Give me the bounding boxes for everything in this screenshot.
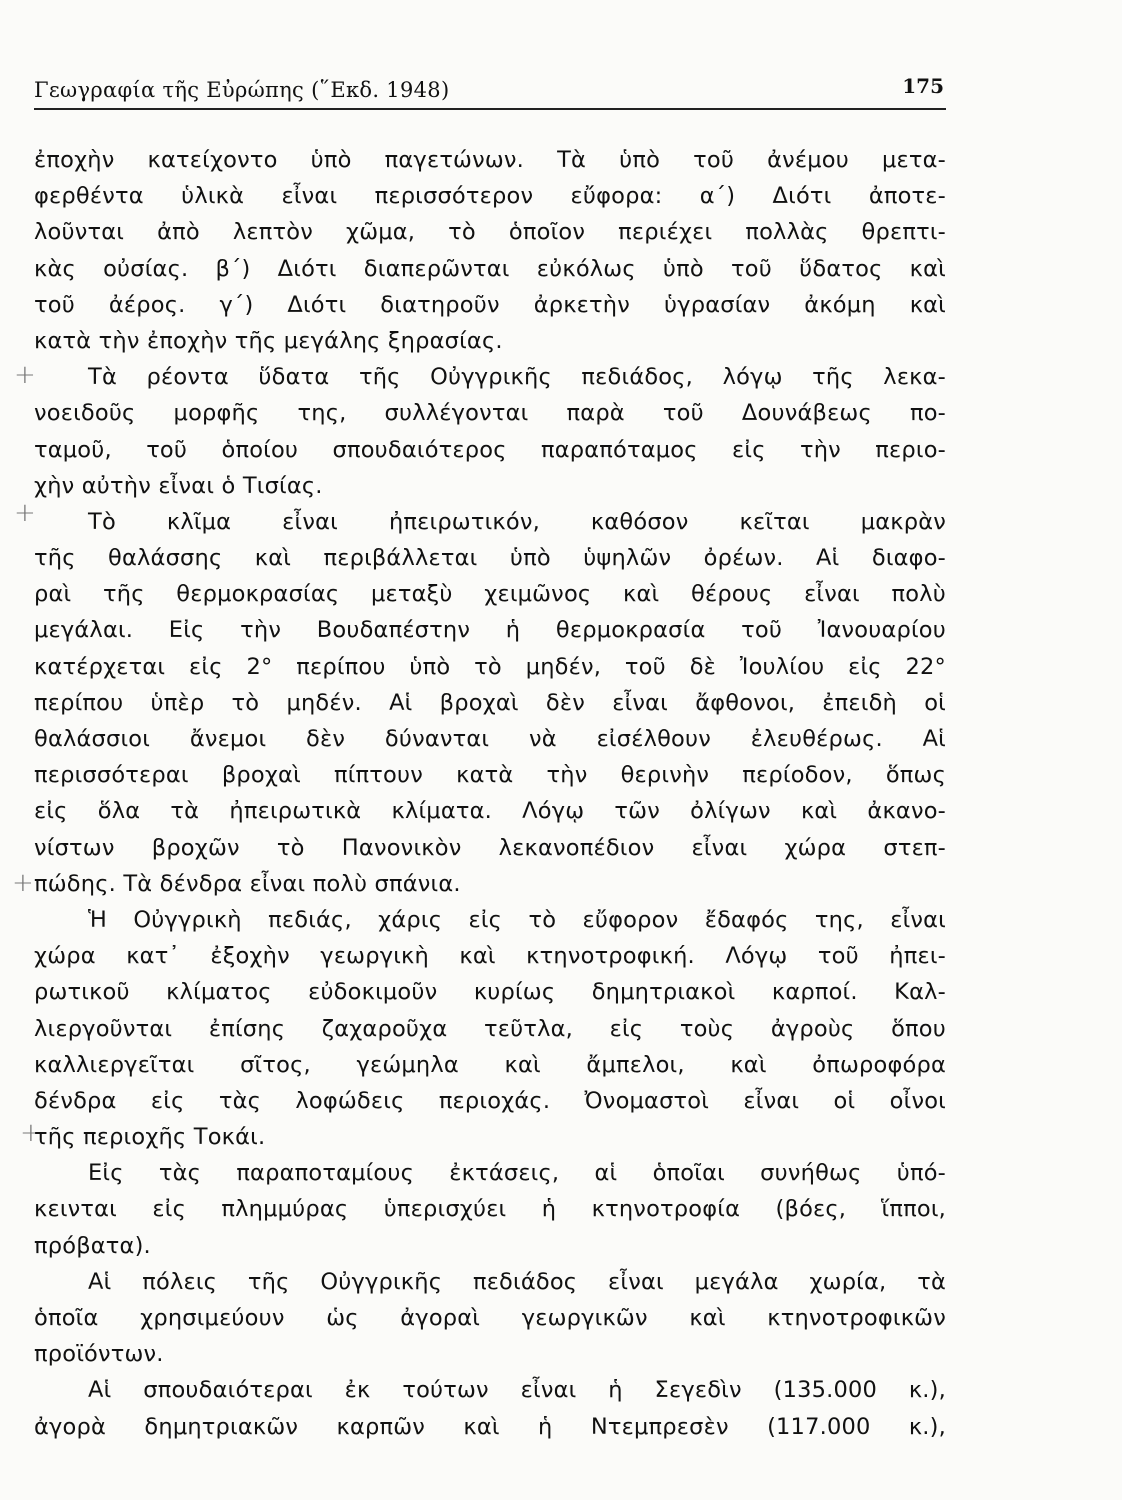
text-line: μεγάλαι. Εἰς τὴν Βουδαπέστην ἡ θερμοκρασία τοῦ Ἰανουαρίου bbox=[34, 617, 946, 644]
text-line: ἐποχὴν κατείχοντο ὑπὸ παγετώνων. Τὰ ὑπὸ τοῦ ἀνέμου μετα- bbox=[34, 147, 946, 173]
page-number: 175 bbox=[902, 74, 944, 98]
text-line: Τὰ ρέοντα ὕδατα τῆς Οὐγγρικῆς πεδιάδος, λόγῳ τῆς λεκα- bbox=[88, 364, 946, 391]
text-line: τῆς περιοχῆς Τοκάι. bbox=[34, 1124, 266, 1151]
pencil-margin-mark-icon: + bbox=[14, 360, 36, 390]
running-header bbox=[34, 72, 946, 110]
text-line: ὁποῖα χρησιμεύουν ὡς ἀγοραὶ γεωργικῶν καὶ κτηνοτροφικῶν bbox=[34, 1305, 946, 1331]
text-line: φερθέντα ὑλικὰ εἶναι περισσότερον εὔφορα: α΄) Διότι ἀποτε- bbox=[34, 183, 946, 210]
text-line: Εἰς τὰς παραποταμίους ἐκτάσεις, αἱ ὁποῖαι συνήθως ὑπό- bbox=[88, 1160, 946, 1187]
text-line: εἰς ὅλα τὰ ἠπειρωτικὰ κλίματα. Λόγῳ τῶν ὀλίγων καὶ ἀκανο- bbox=[34, 798, 946, 825]
text-line: κὰς οὐσίας. β΄) Διότι διαπερῶνται εὐκόλως ὑπὸ τοῦ ὕδατος καὶ bbox=[34, 255, 946, 282]
text-line: τοῦ ἀέρος. γ΄) Διότι διατηροῦν ἀρκετὴν ὑγρασίαν ἀκόμη καὶ bbox=[34, 291, 946, 318]
pencil-margin-mark-icon: + bbox=[20, 1118, 42, 1148]
text-line: νοειδοῦς μορφῆς της, συλλέγονται παρὰ τοῦ Δουνάβεως πο- bbox=[34, 400, 946, 427]
text-line: δένδρα εἰς τὰς λοφώδεις περιοχάς. Ὀνομαστοὶ εἶναι οἱ οἶνοι bbox=[34, 1087, 946, 1114]
body-text bbox=[34, 142, 946, 1445]
pencil-margin-mark-icon: + bbox=[12, 868, 34, 898]
text-line: κεινται εἰς πλημμύρας ὑπερισχύει ἡ κτηνοτροφία (βόες, ἵπποι, bbox=[34, 1196, 946, 1223]
text-line: περισσότεραι βροχαὶ πίπτουν κατὰ τὴν θερινὴν περίοδον, ὅπως bbox=[34, 762, 946, 789]
text-line: καλλιεργεῖται σῖτος, γεώμηλα καὶ ἄμπελοι, καὶ ὀπωροφόρα bbox=[34, 1051, 946, 1078]
text-line: πρόβατα). bbox=[34, 1232, 151, 1259]
text-line: περίπου ὑπὲρ τὸ μηδέν. Αἱ βροχαὶ δὲν εἶναι ἄφθονοι, ἐπειδὴ οἱ bbox=[34, 689, 946, 716]
text-line: τῆς θαλάσσης καὶ περιβάλλεται ὑπὸ ὑψηλῶν ὀρέων. Αἱ διαφο- bbox=[34, 545, 946, 572]
text-line: ταμοῦ, τοῦ ὁποίου σπουδαιότερος παραπόταμος εἰς τὴν περιο- bbox=[34, 436, 946, 463]
text-line: προϊόντων. bbox=[34, 1341, 164, 1368]
text-line: ραὶ τῆς θερμοκρασίας μεταξὺ χειμῶνος καὶ θέρους εἶναι πολὺ bbox=[34, 581, 946, 608]
text-line: λοῦνται ἀπὸ λεπτὸν χῶμα, τὸ ὁποῖον περιέχει πολλὰς θρεπτι- bbox=[34, 219, 946, 246]
text-line: πώδης. Τὰ δένδρα εἶναι πολὺ σπάνια. bbox=[34, 870, 461, 897]
text-line: θαλάσσιοι ἄνεμοι δὲν δύνανται νὰ εἰσέλθουν ἐλευθέρως. Αἱ bbox=[34, 726, 946, 752]
text-line: χὴν αὐτὴν εἶναι ὁ Τισίας. bbox=[34, 472, 323, 499]
pencil-margin-mark-icon: + bbox=[14, 498, 36, 528]
text-line: Ἡ Οὐγγρικὴ πεδιάς, χάρις εἰς τὸ εὔφορον ἔδαφός της, εἶναι bbox=[88, 906, 946, 933]
text-line: κατὰ τὴν ἐποχὴν τῆς μεγάλης ξηρασίας. bbox=[34, 327, 503, 354]
text-line: Τὸ κλῖμα εἶναι ἠπειρωτικόν, καθόσον κεῖται μακρὰν bbox=[88, 508, 946, 535]
header-title: Γεωγραφία τῆς Εὐρώπης (῞Εκδ. 1948) bbox=[34, 78, 450, 102]
text-line: ἀγορὰ δημητριακῶν καρπῶν καὶ ἡ Ντεμπρεσὲν (117.000 κ.), bbox=[34, 1413, 946, 1440]
text-line: χώρα κατ᾽ ἐξοχὴν γεωργικὴ καὶ κτηνοτροφική. Λόγῳ τοῦ ἠπει- bbox=[34, 943, 946, 970]
text-line: Αἱ σπουδαιότεραι ἐκ τούτων εἶναι ἡ Σεγεδὶν (135.000 κ.), bbox=[88, 1377, 946, 1404]
text-line: κατέρχεται εἰς 2° περίπου ὑπὸ τὸ μηδέν, τοῦ δὲ Ἰουλίου εἰς 22° bbox=[34, 653, 946, 680]
text-line: Αἱ πόλεις τῆς Οὐγγρικῆς πεδιάδος εἶναι μεγάλα χωρία, τὰ bbox=[88, 1268, 946, 1295]
text-line: νίστων βροχῶν τὸ Πανονικὸν λεκανοπέδιον εἶναι χώρα στεπ- bbox=[34, 834, 946, 861]
text-line: ρωτικοῦ κλίματος εὐδοκιμοῦν κυρίως δημητριακοὶ καρποί. Καλ- bbox=[34, 979, 946, 1006]
text-line: λιεργοῦνται ἐπίσης ζαχαροῦχα τεῦτλα, εἰς τοὺς ἀγροὺς ὅπου bbox=[34, 1015, 946, 1042]
